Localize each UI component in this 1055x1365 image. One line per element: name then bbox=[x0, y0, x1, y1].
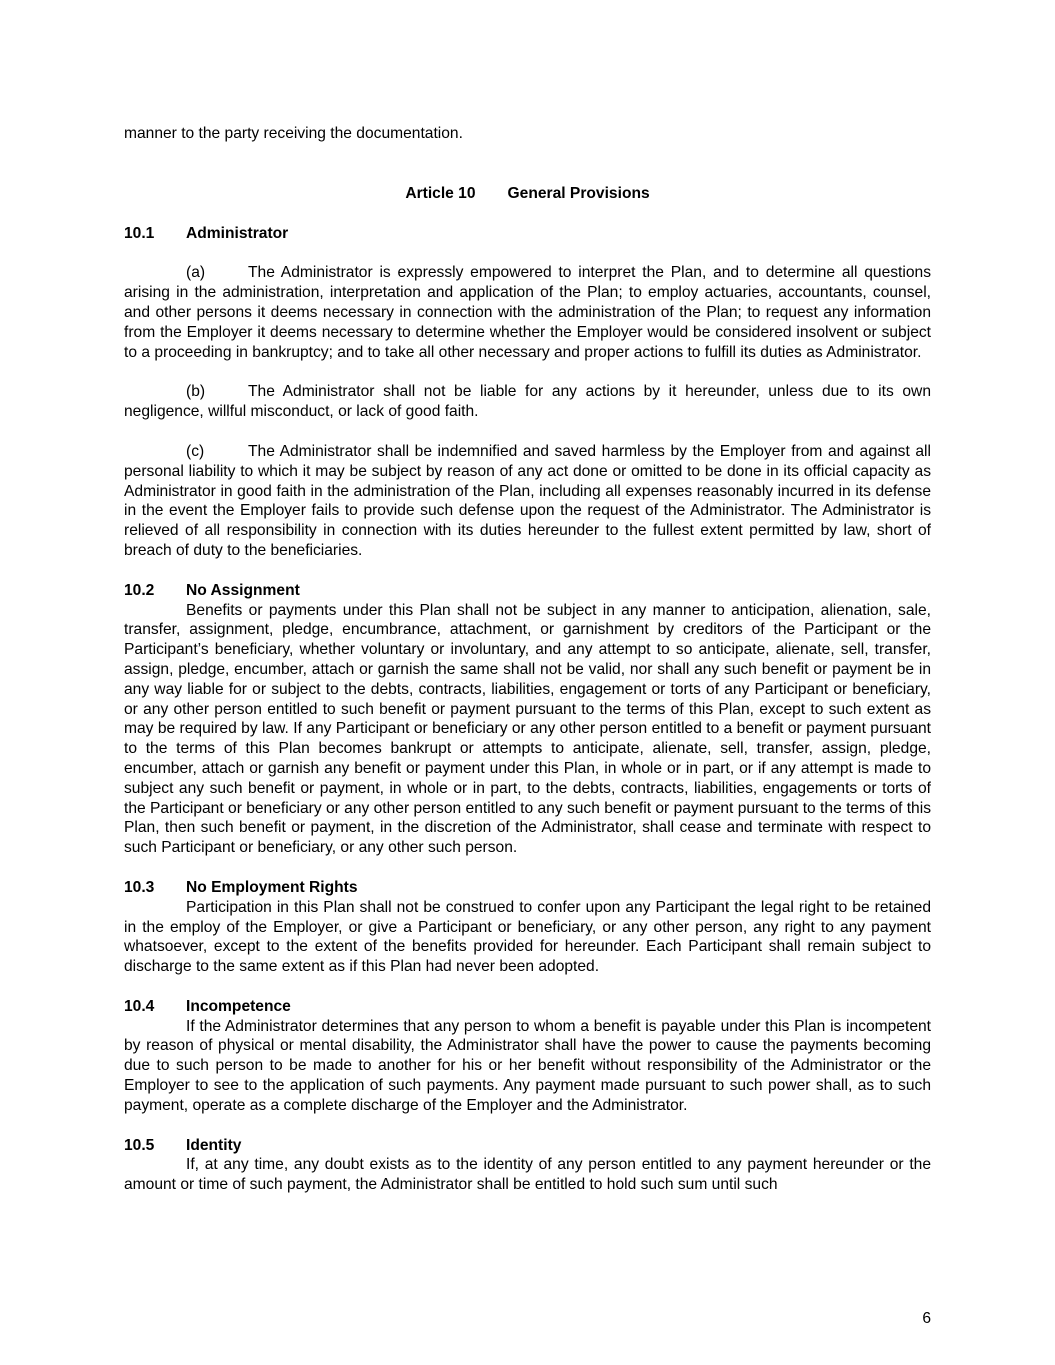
section-heading bbox=[124, 581, 931, 601]
page-number: 6 bbox=[922, 1310, 931, 1327]
section-number: 10.3 bbox=[124, 878, 155, 896]
subparagraph-b bbox=[124, 382, 931, 422]
section-number: 10.5 bbox=[124, 1136, 155, 1154]
subparagraph-label: (b) bbox=[186, 383, 206, 401]
article-title: General Provisions bbox=[507, 184, 650, 202]
section-heading bbox=[124, 224, 931, 244]
subparagraph-label: (a) bbox=[186, 264, 206, 282]
article-heading bbox=[124, 184, 931, 204]
document-page bbox=[124, 124, 931, 1195]
section-10-2 bbox=[124, 581, 931, 858]
section-heading bbox=[124, 1136, 931, 1156]
subparagraph-text: The Administrator shall not be liable for any actions by it hereunder, unless due to its own negligence, willful misconduct, or lack of good faith. bbox=[124, 383, 931, 421]
section-10-1 bbox=[124, 224, 931, 561]
subparagraph-text: The Administrator is expressly empowered to interpret the Plan, and to determine all questions arising in the administration, interpretation and application of the Plan; to employ actuaries, accountants, counsel, and other persons it deems necessary in connection with the administration of the Plan; to request any information from the Employer it deems necessary to determine whether the Employer would be considered insolvent or subject to a proceeding in bankruptcy; and to take all other necessary and proper actions to fulfill its duties as Administrator. bbox=[124, 264, 931, 361]
section-10-3 bbox=[124, 878, 931, 977]
section-heading bbox=[124, 878, 931, 898]
article-number: Article 10 bbox=[405, 184, 476, 202]
section-title: No Assignment bbox=[186, 581, 300, 599]
section-body: Benefits or payments under this Plan shall not be subject in any manner to anticipation, alienation, sale, transfer, assignment, pledge, encumbrance, attachment, or garnishment by creditors of the Participant or the Participant’s beneficiary, whether voluntary or involuntary, and any attempt to so anticipate, alienate, sell, transfer, assign, pledge, encumber, attach or garnish the same shall not be valid, nor shall any such benefit or payment be in any way liable for or subject to the debts, contracts, liabilities, engagement or torts of any Participant or beneficiary, or any other person entitled to such benefit or payment pursuant to the terms of this Plan, except to such extent as may be required by law. If any Participant or beneficiary or any other person entitled to a benefit or payment pursuant to the terms of this Plan becomes bankrupt or attempts to anticipate, alienate, sell, transfer, assign, pledge, encumber, attach or garnish any benefit or payment under this Plan, in whole or in part, or if any attempt is made to subject any such benefit or payment, in whole or in part, to the debts, contracts, liabilities, engagements or torts of the Participant or beneficiary or any other person entitled to any such benefit or payment pursuant to the terms of this Plan, then such benefit or payment, in the discretion of the Administrator, shall cease and terminate with respect to such Participant or beneficiary, or any other such person. bbox=[124, 601, 931, 857]
section-body: If the Administrator determines that any person to whom a benefit is payable under this Plan is incompetent by reason of physical or mental disability, the Administrator shall have the power to cause the payments becoming due to such person to be made to another for his or her benefit without responsibility of the Administrator or the Employer to see to the application of such payments. Any payment made pursuant to such power shall, as to such payment, operate as a complete discharge of the Employer and the Administrator. bbox=[124, 1017, 931, 1114]
subparagraph-text: The Administrator shall be indemnified and saved harmless by the Employer from and against all personal liability to which it may be subject by reason of any act done or omitted to be done in its official capacity as Administrator in good faith in the administration of the Plan, including all expenses reasonably incurred in its defense in the event the Employer fails to provide such defense upon the request of the Administrator. The Administrator is relieved of all responsibility in connection with its duties hereunder to the fullest extent permitted by law, short of breach of duty to the beneficiaries. bbox=[124, 442, 931, 559]
section-body: Participation in this Plan shall not be construed to confer upon any Participant the legal right to be retained in the employ of the Employer, or give a Participant or beneficiary, or any other person, any right to any payment whatsoever, except to the extent of the benefits provided for hereunder. Each Participant shall remain subject to discharge to the same extent as if this Plan had never been adopted. bbox=[124, 898, 931, 976]
section-body: If, at any time, any doubt exists as to the identity of any person entitled to any payment hereunder or the amount or time of such payment, the Administrator shall be entitled to hold such sum until such bbox=[124, 1156, 931, 1194]
section-title: Identity bbox=[186, 1136, 242, 1154]
subparagraph-label: (c) bbox=[186, 442, 205, 460]
section-10-5 bbox=[124, 1136, 931, 1195]
section-title: Incompetence bbox=[186, 997, 291, 1015]
continuation-text: manner to the party receiving the documentation. bbox=[124, 125, 463, 142]
section-number: 10.1 bbox=[124, 224, 155, 242]
section-title: No Employment Rights bbox=[186, 878, 358, 896]
section-10-4 bbox=[124, 997, 931, 1116]
subparagraph-a bbox=[124, 263, 931, 362]
section-number: 10.2 bbox=[124, 581, 155, 599]
section-title: Administrator bbox=[186, 224, 289, 242]
subparagraph-c bbox=[124, 442, 931, 561]
section-heading bbox=[124, 997, 931, 1017]
section-number: 10.4 bbox=[124, 997, 155, 1015]
